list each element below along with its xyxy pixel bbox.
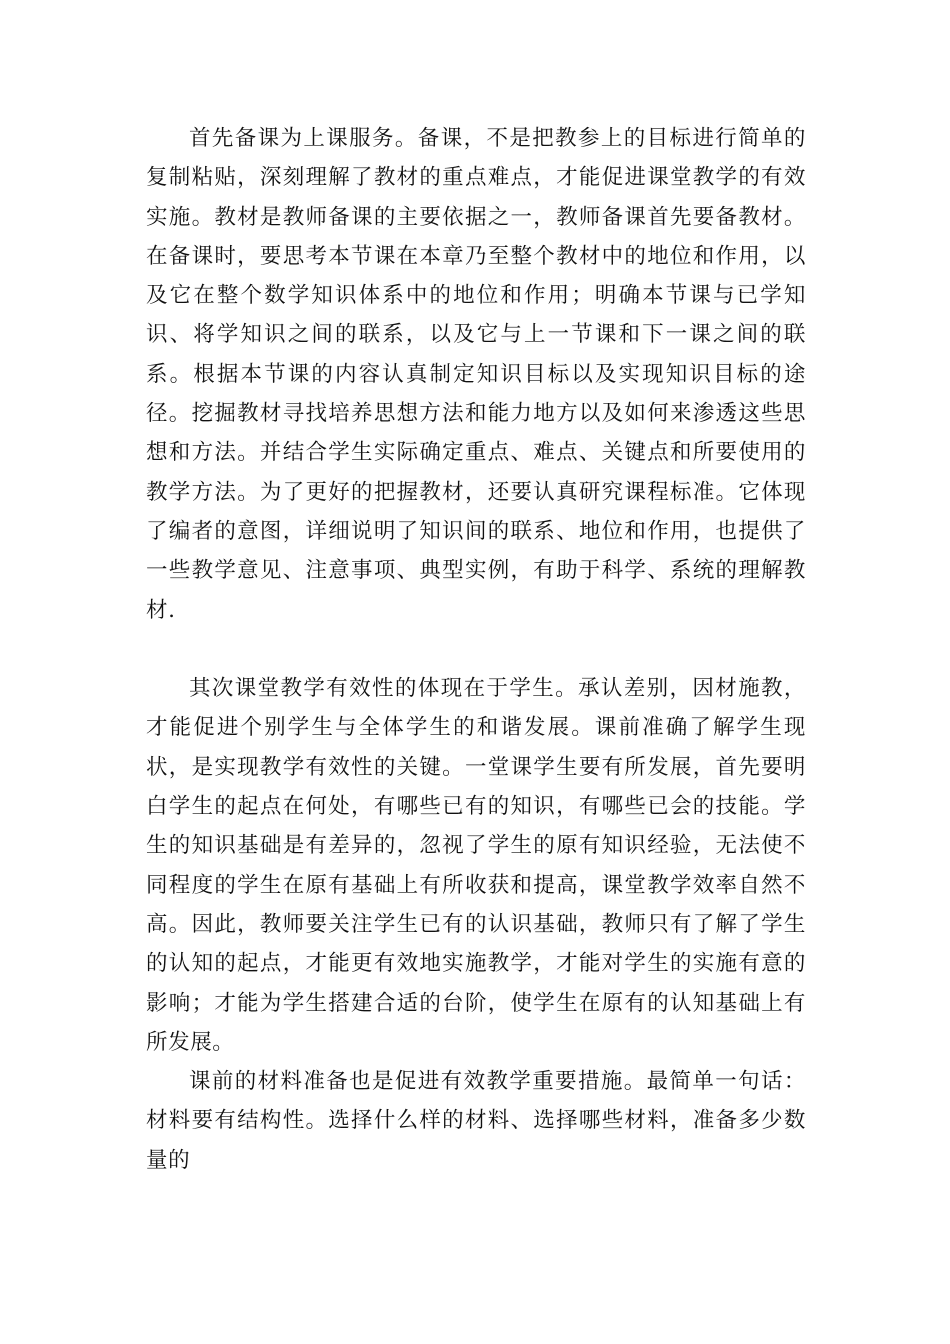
document-body — [146, 119, 806, 1180]
paragraph-spacer — [146, 630, 806, 669]
paragraph-lesson-preparation: 首先备课为上课服务。备课，不是把教参上的目标进行简单的复制粘贴，深刻理解了教材的重点难点，才能促进课堂教学的有效实施。教材是教师备课的主要依据之一，教师备课首先要备教材。在备课时，要思考本节课在本章乃至整个教材中的地位和作用，以及它在整个数学知识体系中的地位和作用；明确本节课与已学知识、将学知识之间的联系，以及它与上一节课和下一课之间的联系。根据本节课的内容认真制定知识目标以及实现知识目标的途径。挖掘教材寻找培养思想方法和能力地方以及如何来渗透这些思想和方法。并结合学生实际确定重点、难点、关键点和所要使用的教学方法。为了更好的把握教材，还要认真研究课程标准。它体现了编者的意图，详细说明了知识间的联系、地位和作用，也提供了一些教学意见、注意事项、典型实例，有助于科学、系统的理解教材. — [146, 126, 806, 623]
paragraph-material-preparation: 课前的材料准备也是促进有效教学重要措施。最简单一句话：材料要有结构性。选择什么样的材料、选择哪些材料，准备多少数量的 — [146, 1069, 806, 1173]
paragraph-student-effectiveness: 其次课堂教学有效性的体现在于学生。承认差别，因材施教，才能促进个别学生与全体学生的和谐发展。课前准确了解学生现状，是实现教学有效性的关键。一堂课学生要有所发展，首先要明白学生的起点在何处，有哪些已有的知识，有哪些已会的技能。学生的知识基础是有差异的，忽视了学生的原有知识经验，无法使不同程度的学生在原有基础上有所收获和提高，课堂教学效率自然不高。因此，教师要关注学生已有的认识基础，教师只有了解了学生的认知的起点，才能更有效地实施教学，才能对学生的实施有意的影响；才能为学生搭建合适的台阶，使学生在原有的认知基础上有所发展。 — [146, 676, 806, 1055]
